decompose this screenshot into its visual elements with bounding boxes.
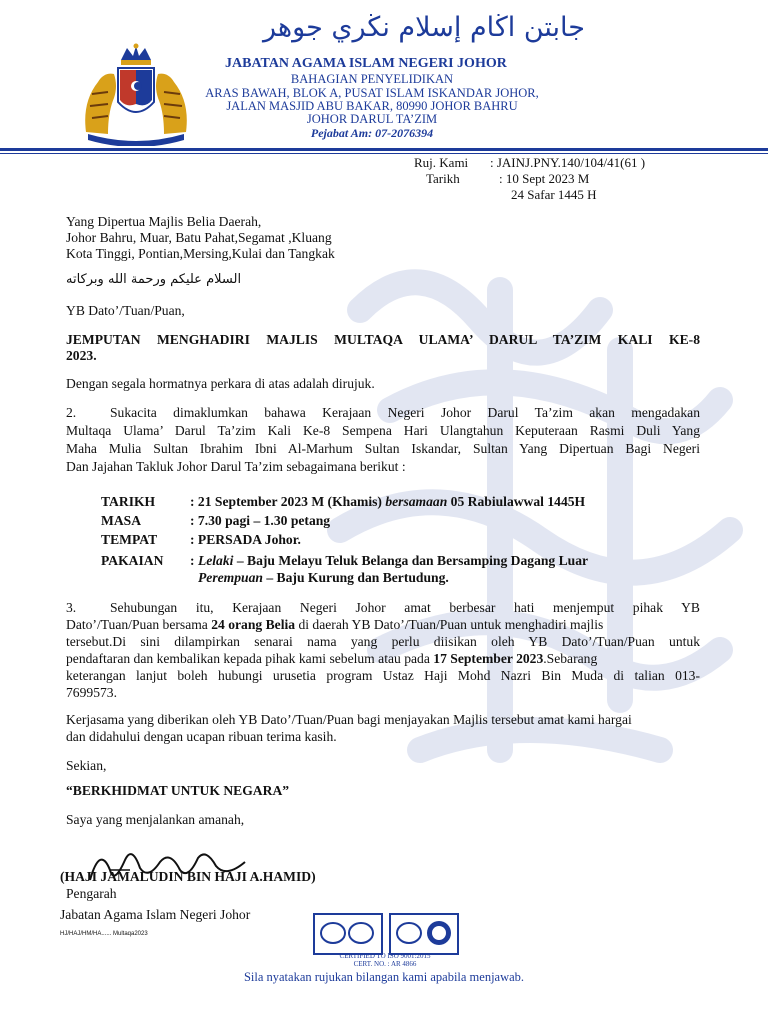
date-label: Tarikh bbox=[426, 171, 460, 186]
state-crest-icon bbox=[78, 42, 194, 146]
footer-note: Sila nyatakan rujukan bilangan kami apabila menjawab. bbox=[243, 970, 525, 984]
pakaian-men: : Lelaki – Baju Melayu Teluk Belanga dan Bersamping Dagang Luar bbox=[190, 553, 589, 568]
signatory-title: Pengarah bbox=[66, 886, 117, 901]
tarikh-value: : 21 September 2023 M (Khamis) bersamaan 05 Rabiulawwal 1445H bbox=[190, 494, 586, 509]
sirim-certification-logo bbox=[313, 913, 383, 955]
address-line-2: JALAN MASJID ABU BAKAR, 80990 JOHOR BAHRU bbox=[226, 99, 518, 113]
ref-value: : JAINJ.PNY.140/104/41(61 ) bbox=[490, 155, 646, 170]
subject-line-1: JEMPUTAN MENGHADIRI MAJLIS MULTAQA ULAMA’ DARUL TA’ZIM KALI KE-8 bbox=[66, 332, 700, 347]
masa-label: MASA bbox=[101, 513, 142, 528]
pakaian-label: PAKAIAN bbox=[101, 553, 164, 568]
iso-certification-text bbox=[330, 952, 440, 968]
para-3-number: 3. bbox=[66, 600, 77, 615]
ref-label: Ruj. Kami bbox=[414, 155, 469, 170]
para-3-line-2: Dato’/Tuan/Puan bersama 24 orang Belia di daerah YB Dato’/Tuan/Puan untuk menghadiri majlis bbox=[66, 617, 604, 632]
motto: “BERKHIDMAT UNTUK NEGARA” bbox=[66, 783, 290, 798]
sekian: Sekian, bbox=[66, 758, 107, 773]
tarikh-label: TARIKH bbox=[101, 494, 156, 509]
recipient-line-3: Kota Tinggi, Pontian,Mersing,Kulai dan Tangkak bbox=[66, 246, 335, 261]
letterhead-divider-thin bbox=[0, 153, 768, 154]
salutation: YB Dato’/Tuan/Puan, bbox=[66, 303, 185, 318]
hijri-date: 24 Safar 1445 H bbox=[511, 187, 597, 202]
para-4-line-1: Kerjasama yang diberikan oleh YB Dato’/Tuan/Puan bagi menjayakan Majlis tersebut amat kami hargai bbox=[66, 712, 632, 727]
para-2-line-2: Multaqa Ulama’ Darul Ta’zim Kali Ke-8 Sempena Hari Ulangtahun Keputeraan Rasmi Duli Yang bbox=[66, 423, 700, 438]
signatory-organisation: Jabatan Agama Islam Negeri Johor bbox=[60, 907, 251, 922]
para-3-line-6: 7699573. bbox=[66, 685, 117, 700]
address-line-1: ARAS BAWAH, BLOK A, PUSAT ISLAM ISKANDAR JOHOR, bbox=[205, 86, 539, 100]
tempat-label: TEMPAT bbox=[101, 532, 158, 547]
subject-line-2: 2023. bbox=[66, 348, 97, 363]
amanah-line: Saya yang menjalankan amanah, bbox=[66, 812, 245, 827]
iqnet-certification-logo bbox=[389, 913, 459, 955]
arabic-salam: السلام عليكم ورحمة الله وبركاته bbox=[66, 272, 242, 287]
file-reference: HJ/HAJ/HM/HA...... Multaqa2023 bbox=[60, 931, 148, 937]
letterhead-divider bbox=[0, 148, 768, 151]
pakaian-women: Perempuan – Baju Kurung dan Bertudung. bbox=[198, 570, 449, 585]
para-3-line-4: pendaftaran dan kembalikan kepada pihak kami sebelum atau pada 17 September 2023.Sebarang bbox=[66, 651, 598, 666]
iso-cert-line-1: CERTIFIED TO ISO 9001:2015 bbox=[339, 952, 431, 960]
opening-paragraph: Dengan segala hormatnya perkara di atas adalah dirujuk. bbox=[66, 376, 375, 391]
para-2-line-4: Dan Jajahan Takluk Johor Darul Ta’zim sebagaimana berikut : bbox=[66, 459, 406, 474]
iso-cert-line-2: CERT. NO. : AR 4866 bbox=[353, 960, 417, 968]
para-2-line-1: Sukacita dimaklumkan bahawa Kerajaan Negeri Johor Darul Ta’zim akan mengadakan bbox=[110, 405, 700, 420]
jawi-department-title: جابتن اڬام إسلام نڬري جوهر bbox=[263, 12, 585, 43]
recipient-line-1: Yang Dipertua Majlis Belia Daerah, bbox=[66, 214, 262, 229]
para-3-line-1: Sehubungan itu, Kerajaan Negeri Johor amat berbesar hati menjemput pihak YB bbox=[110, 600, 700, 615]
date-value: : 10 Sept 2023 M bbox=[499, 171, 590, 186]
tempat-value: : PERSADA Johor. bbox=[190, 532, 301, 547]
masa-value: : 7.30 pagi – 1.30 petang bbox=[190, 513, 331, 528]
signatory-name: (HAJI JAMALUDIN BIN HAJI A.HAMID) bbox=[60, 869, 316, 884]
para-2-line-3: Maha Mulia Sultan Ibrahim Ibni Al-Marhum Sultan Iskandar, Sultan Yang Dipertuan Bagi Negeri bbox=[66, 441, 700, 456]
para-4-line-2: dan didahului dengan ucapan ribuan terima kasih. bbox=[66, 729, 337, 744]
para-3-line-5: keterangan lanjut boleh hubungi urusetia program Ustaz Haji Mohd Nazri Bin Muda di talian 013- bbox=[66, 668, 700, 683]
division-name: BAHAGIAN PENYELIDIKAN bbox=[290, 72, 454, 86]
para-2-number: 2. bbox=[66, 405, 77, 420]
department-name: JABATAN AGAMA ISLAM NEGERI JOHOR bbox=[225, 56, 507, 71]
recipient-line-2: Johor Bahru, Muar, Batu Pahat,Segamat ,Kluang bbox=[66, 230, 332, 245]
calligraphy-watermark-icon bbox=[300, 230, 760, 790]
para-3-line-3: tersebut.Di sini dilampirkan senarai nama yang perlu diisikan oleh YB Dato’/Tuan/Puan untuk bbox=[66, 634, 700, 649]
address-line-3: JOHOR DARUL TA’ZIM bbox=[306, 112, 438, 126]
office-phone: Pejabat Am: 07-2076394 bbox=[310, 126, 434, 140]
